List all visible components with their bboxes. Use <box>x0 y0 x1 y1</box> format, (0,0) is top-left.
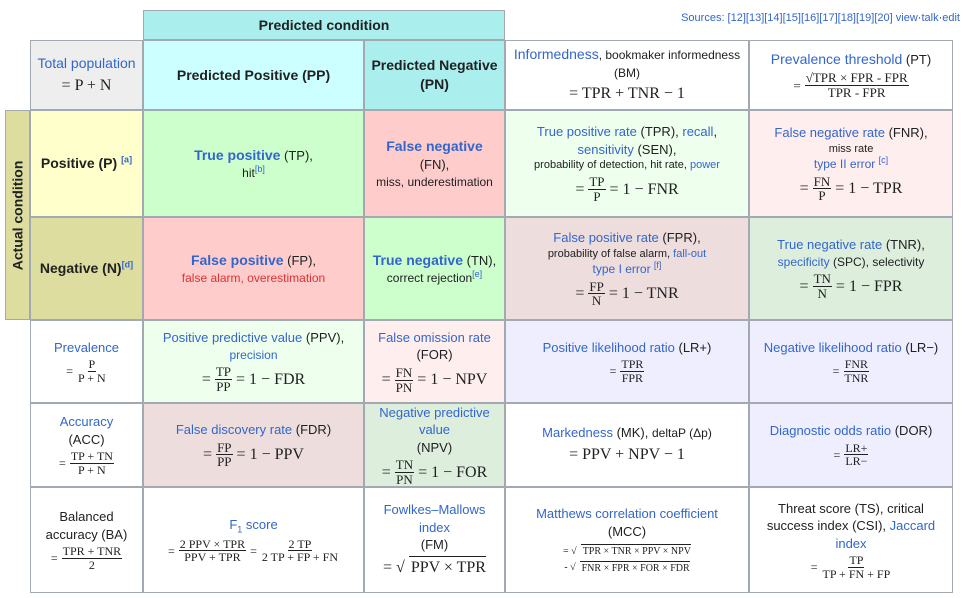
edit-link[interactable]: edit <box>942 12 960 24</box>
note-f[interactable]: [f] <box>653 260 662 271</box>
informedness-link[interactable]: Informedness <box>513 45 599 62</box>
mcc-link[interactable]: Matthews correlation coefficient <box>536 505 718 521</box>
fpr-link[interactable]: False positive rate <box>553 230 659 246</box>
dor-link[interactable]: Diagnostic odds ratio <box>769 423 892 439</box>
fdr-link[interactable]: False discovery rate <box>175 422 293 438</box>
true-negative-cell: True negative (TN), correct rejection[e] <box>364 217 505 320</box>
note-b[interactable]: [b] <box>254 163 265 174</box>
total-population-link[interactable]: Total population <box>37 54 136 71</box>
positive-header: Positive (P) [a] <box>30 110 143 217</box>
lr-plus-link[interactable]: Positive likelihood ratio <box>542 339 675 355</box>
ppv-cell: Positive predictive value (PPV), precision = $\frac{TP}{PP}$ = 1 − FDR <box>143 320 364 403</box>
f1-score-link[interactable]: $F_1$ score <box>229 517 278 535</box>
ppv-link[interactable]: Positive predictive value <box>162 330 303 346</box>
actual-condition-header: Actual condition <box>5 110 30 320</box>
type-i-error-link[interactable]: type I error <box>592 262 651 277</box>
false-positive-rate-cell: False positive rate (FPR), probability of false alarm, fall-out type I error [f] = $\frac{FP}{N}$ = 1 − TNR <box>505 217 749 320</box>
note-e[interactable]: [e] <box>472 268 483 279</box>
fnr-link[interactable]: False negative rate <box>774 125 885 141</box>
true-negative-rate-cell: True negative rate (TNR), specificity (SPC), selectivity = $\frac{TN}{N}$ = 1 − FPR <box>749 217 953 320</box>
jaccard-index-link[interactable]: Jaccard index <box>835 518 936 551</box>
note-a[interactable]: [a] <box>121 154 133 165</box>
true-positive-rate-cell: True positive rate (TPR), recall, sensitivity (SEN), probability of detection, hit rate, power = $\frac{TP}{P}$ = 1 − FNR <box>505 110 749 217</box>
false-positive-cell: False positive (FP), false alarm, overestimation <box>143 217 364 320</box>
lr-minus-link[interactable]: Negative likelihood ratio <box>763 339 902 355</box>
threat-score-cell: Threat score (TS), critical success index (CSI), Jaccard index = $\frac{TP}{TP + FN + FP}$ <box>749 487 953 593</box>
prevalence-cell: Prevalence = $\frac{P}{P + N}$ <box>30 320 143 403</box>
fowlkes-mallows-cell: Fowlkes–Mallows index (FM) = √ PPV × TPR <box>364 487 505 593</box>
f1-score-cell: $F_1$ score = 2 PPV × TPR PPV + TPR = $\frac{2 TP}{2 TP + FP + FN}$ <box>143 487 364 593</box>
prevalence-threshold-link[interactable]: Prevalence threshold <box>770 51 903 68</box>
accuracy-cell: Accuracy (ACC) = $\frac{TP + TN}{P + N}$ <box>30 403 143 487</box>
diagnostic-odds-ratio-cell: Diagnostic odds ratio (DOR) = $\frac{LR+}{LR-}$ <box>749 403 953 487</box>
precision-link[interactable]: precision <box>229 348 278 363</box>
positive-likelihood-ratio-cell: Positive likelihood ratio (LR+) = TPR FPR <box>505 320 749 403</box>
specificity-link[interactable]: specificity <box>777 255 830 270</box>
total-population-cell: Total population = P + N <box>30 40 143 110</box>
true-positive-link[interactable]: True positive <box>194 146 281 163</box>
true-positive-cell: True positive (TP), hit[b] <box>143 110 364 217</box>
view-link[interactable]: view <box>895 12 918 24</box>
talk-link[interactable]: talk <box>921 12 939 24</box>
power-link[interactable]: power <box>689 159 720 172</box>
false-omission-rate-cell: False omission rate (FOR) = $\frac{FN}{PN}$ = 1 − NPV <box>364 320 505 403</box>
sensitivity-link[interactable]: sensitivity <box>577 141 634 157</box>
predicted-condition-header: Predicted condition <box>143 10 505 40</box>
false-discovery-rate-cell: False discovery rate (FDR) = $\frac{FP}{PP}$ = 1 − PPV <box>143 403 364 487</box>
recall-link[interactable]: recall <box>682 124 714 140</box>
fall-out-link[interactable]: fall-out <box>673 247 707 260</box>
fowlkes-mallows-link[interactable]: Fowlkes–Mallows index <box>383 502 486 535</box>
tpr-link[interactable]: True positive rate <box>536 124 637 140</box>
accuracy-link[interactable]: Accuracy <box>59 414 114 430</box>
for-link[interactable]: False omission rate <box>378 329 491 345</box>
note-d[interactable]: [d] <box>121 259 134 270</box>
prevalence-link[interactable]: Prevalence <box>53 339 120 355</box>
markedness-cell: Markedness (MK), deltaP (Δp) = PPV + NPV − 1 <box>505 403 749 487</box>
sources-line: Sources: [12][13][14][15][16][17][18][19][20] view·talk·edit <box>681 12 960 24</box>
predicted-positive-header: Predicted Positive (PP) <box>143 40 364 110</box>
tnr-link[interactable]: True negative rate <box>777 237 883 253</box>
npv-cell: Negative predictive value (NPV) = $\frac{TN}{PN}$ = 1 − FOR <box>364 403 505 487</box>
false-negative-link[interactable]: False negative <box>386 138 483 155</box>
false-negative-rate-cell: False negative rate (FNR), miss rate type II error [c] = $\frac{FN}{P}$ = 1 − TPR <box>749 110 953 217</box>
predicted-negative-header: Predicted Negative (PN) <box>364 40 505 110</box>
negative-header: Negative (N)[d] <box>30 217 143 320</box>
prevalence-threshold-cell: Prevalence threshold (PT) = √TPR × FPR - FPR TPR - FPR <box>749 40 953 110</box>
negative-likelihood-ratio-cell: Negative likelihood ratio (LR−) = FNR TNR <box>749 320 953 403</box>
sources-text[interactable]: Sources: [12][13][14][15][16][17][18][19][20] <box>681 12 893 24</box>
informedness-cell: Informedness, bookmaker informedness (BM) = TPR + TNR − 1 <box>505 40 749 110</box>
false-positive-link[interactable]: False positive <box>190 251 284 268</box>
false-negative-cell: False negative (FN), miss, underestimation <box>364 110 505 217</box>
balanced-accuracy-cell: Balanced accuracy (BA) = TPR + TNR 2 <box>30 487 143 593</box>
true-negative-link[interactable]: True negative <box>372 251 464 268</box>
type-ii-error-link[interactable]: type II error <box>813 157 876 172</box>
markedness-link[interactable]: Markedness <box>542 425 613 441</box>
note-c[interactable]: [c] <box>878 155 889 166</box>
mcc-cell: Matthews correlation coefficient (MCC) = √ TPR × TNR × PPV × NPV - √ FNR × FPR × FOR × FDR <box>505 487 749 593</box>
npv-link[interactable]: Negative predictive value <box>379 404 490 438</box>
